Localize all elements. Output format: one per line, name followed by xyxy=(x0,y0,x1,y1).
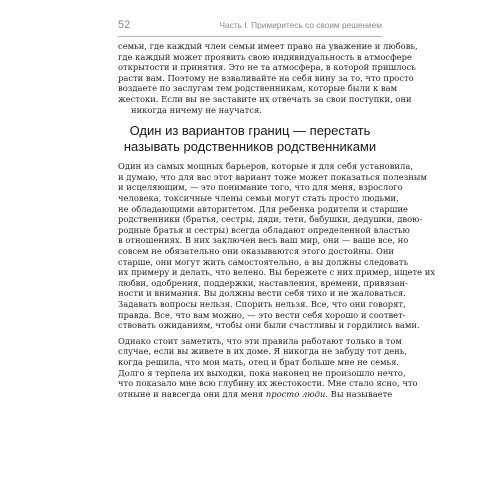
text-line: никогда ничему не научатся. xyxy=(131,104,262,115)
text-line: воздаете по заслугам тем родственникам, которые были к вам xyxy=(118,83,398,94)
text-line: Долго я терпела их выходки, пока наконец не произошло нечто, xyxy=(118,367,406,378)
page-header xyxy=(118,19,382,35)
text-line: и исцеляющим, — это понимание того, что для меня, взрослого xyxy=(118,182,403,193)
text-line: Один из самых мощных барьеров, которые я для себя установила, xyxy=(118,161,413,172)
section-heading-line-2: называть родственников родственниками xyxy=(123,139,377,155)
text-line: любви, одобрения, поддержки, наставления, времени, привязан- xyxy=(118,277,408,288)
text-line: Задавать вопросы нельзя. Спорить нельзя. Все, что они говорят, xyxy=(118,299,406,309)
text-line: случае, если вы живете в их доме. Я никогда не забуду тот день, xyxy=(118,346,407,357)
text-line: родные братья и сестры) всегда обладают определенной властью xyxy=(118,224,410,235)
text-line: старше, они могут жить самостоятельно, а вы должны следовать xyxy=(118,256,409,267)
section-heading-line-1: Один из вариантов границ — перестать xyxy=(129,123,371,139)
text-line: ствовать ожиданиям, чтобы они были счастливы и гордились вами. xyxy=(118,320,420,331)
text-line: расти вам. Поэтому не взваливайте на себя вину за то, что просто xyxy=(118,72,414,83)
text-line: совсем не обязательно они оказываются этого достойны. Они xyxy=(118,246,395,256)
text-line xyxy=(118,388,393,400)
text-line: родственники (братья, сестры, дяди, тети, бабушки, дедушки, двою- xyxy=(118,214,423,225)
text-line: когда решила, что мои мать, отец и брат больше мне не семья. xyxy=(118,357,400,367)
text-run: отныне и навсегда они для меня xyxy=(118,388,264,399)
text-line: Однако стоит заметить, что эти правила работают только в том xyxy=(118,335,402,346)
header-rule xyxy=(118,36,382,37)
text-line: человека, токсичные члены семьи могут стать просто людьми, xyxy=(118,193,399,203)
text-line: семьи, где каждый член семьи имеет право на уважение и любовь, xyxy=(118,41,418,51)
running-head: Часть I. Примиритесь со своим решением xyxy=(219,20,382,30)
text-line: открытости и принятия. Это не та атмосфера, в которой пришлось xyxy=(118,62,416,73)
text-line: не обладающими авторитетом. Для ребенка родители и старшие xyxy=(118,203,409,214)
text-line: ности и внимания. Вы должны вести себя тихо и не жаловаться. xyxy=(118,288,406,299)
text-line: и думаю, что для вас этот вариант тоже может показаться полезным xyxy=(118,171,427,182)
text-line: в отношениях. В них заключен весь ваш мир, они — ваше все, но xyxy=(118,235,409,246)
text-line: их примеру и делать, что велено. Вы бережете с них пример, ищете их xyxy=(118,267,436,278)
text-run: . Вы называете xyxy=(325,388,393,399)
text-line: правда. Все, что вам можно, — это вести себя хорошо и соответ- xyxy=(118,309,406,320)
text-line: где каждый может проявить свою индивидуальность в атмосфере xyxy=(118,51,412,62)
page-number: 52 xyxy=(118,19,131,31)
emphasis-text: просто люди xyxy=(265,388,326,399)
text-line: что показало мне всю глубину их жестокости. Мне стало ясно, что xyxy=(118,378,418,389)
text-line: жестоки. Если вы не заставите их отвечать за свои поступки, они xyxy=(118,94,412,104)
